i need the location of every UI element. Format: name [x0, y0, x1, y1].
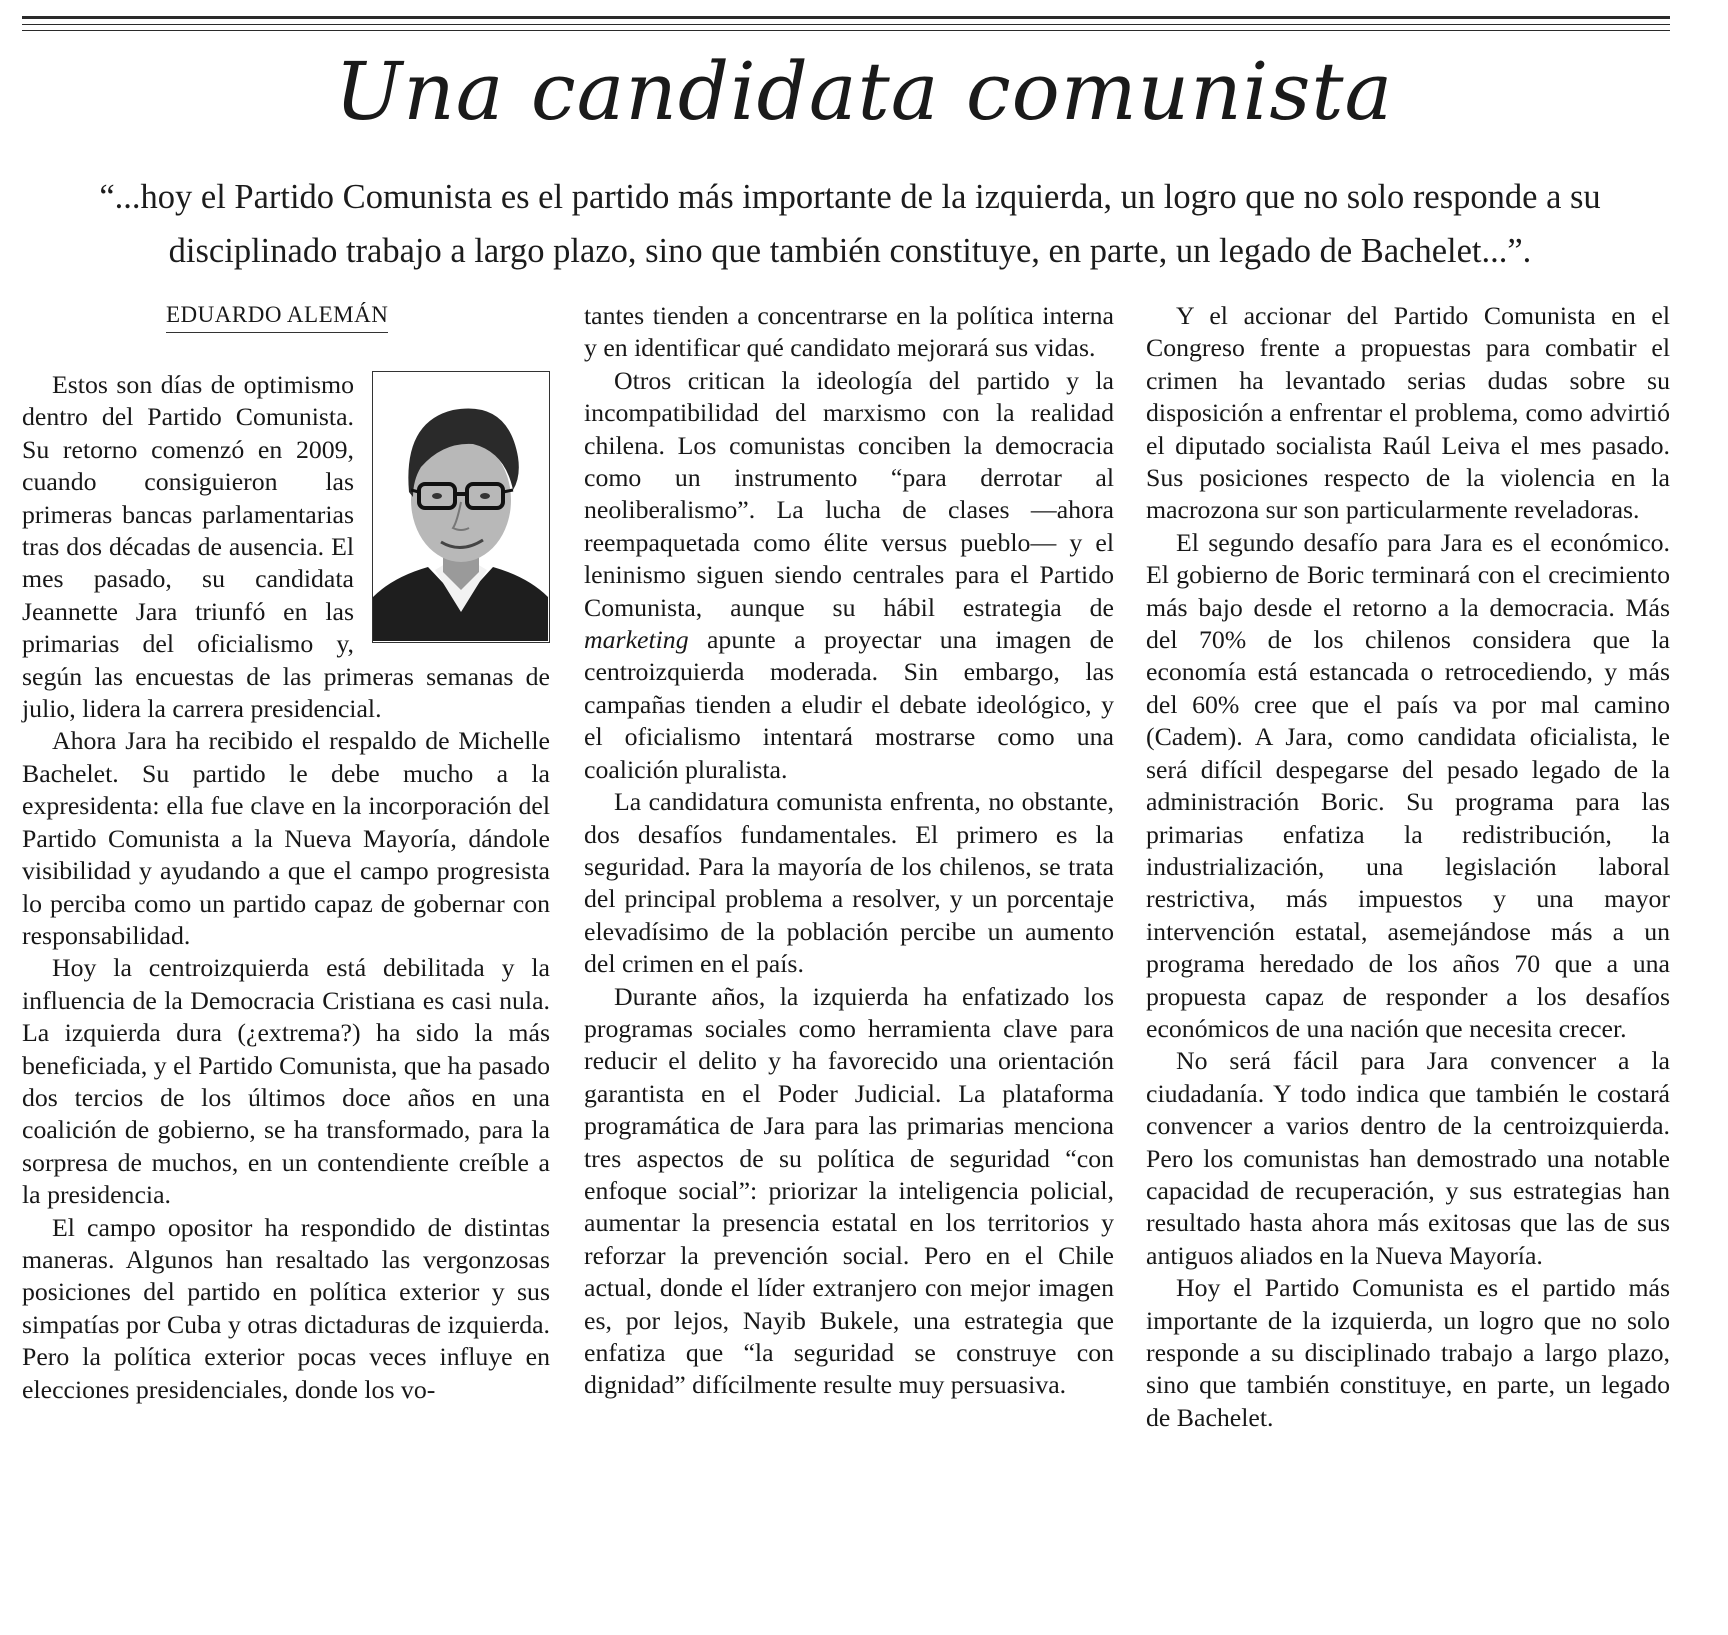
col1-paragraph-4: El campo opositor ha respondido de distintas maneras. Algunos han resaltado las vergonzosas posiciones del partido en política exterior y sus simpatías por Cuba y otras dictaduras de izquierda. Pero la política exterior pocas veces influye en elecciones presidenciales, donde los vo-: [22, 1212, 550, 1404]
col1-paragraph-2: Ahora Jara ha recibido el respaldo de Michelle Bachelet. Su partido le debe mucho a la expresidenta: ella fue clave en la incorporación del Partido Comunista a la Nueva Mayoría, dándole visibilidad y ayudando a que el campo progresista lo perciba como un partido capaz de gobernar con responsabilidad.: [22, 726, 550, 950]
author-portrait-icon: [373, 372, 548, 641]
italic-term: marketing: [584, 625, 689, 655]
author-photo: [372, 371, 550, 643]
column-3: [1146, 300, 1670, 1434]
col3-paragraph-1: Y el accionar del Partido Comunista en el Congreso frente a propuestas para combatir el crimen ha levantado serias dudas sobre su disposición a enfrentar el problema, como advirtió el diputado socialista Raúl Leiva el mes pasado. Sus posiciones respecto de la violencia en la macrozona sur son particularmente reveladoras.: [1146, 301, 1670, 525]
top-rule-thin-2: [22, 30, 1670, 31]
lead-quote: “...hoy el Partido Comunista es el partido más importante de la izquierda, un logro que no solo responde a su disciplinado trabajo a largo plazo, sino que también constituye, en parte, un legado de Bachelet...”.: [99, 178, 1601, 270]
col2-paragraph-4: Durante años, la izquierda ha enfatizado los programas sociales como herramienta clave para reducir el delito y ha favorecido una orientación garantista en el Poder Judicial. La plataforma programática de Jara para las primarias menciona tres aspectos de su política de seguridad “con enfoque social”: priorizar la inteligencia policial, aumentar la presencia estatal en los territorios y reforzar la prevención social. Pero en el Chile actual, donde el líder extranjero con mejor imagen es, por lejos, Nayib Bukele, una estrategia que enfatiza que “la seguridad se construye con dignidad” difícilmente resulte muy persuasiva.: [584, 981, 1114, 1400]
article-headline: Una candidata comunista: [334, 45, 1394, 138]
col3-paragraph-4: Hoy el Partido Comunista es el partido más importante de la izquierda, un logro que no solo responde a su disciplinado trabajo a largo plazo, sino que también constituye, en parte, un legado de Bachelet.: [1146, 1273, 1670, 1432]
top-rule-thin: [22, 24, 1670, 25]
col1-paragraph-1: Estos son días de optimismo dentro del Partido Comunista. Su retorno comenzó en 2009, cuando consiguieron las primeras bancas parlamentarias tras dos décadas de ausencia. El mes pasado, su candidata Jeannette Jara triunfó en las primarias del oficialismo y, según las encuestas de las primeras semanas de julio, lidera la carrera presidencial.: [22, 370, 550, 724]
col3-paragraph-2: El segundo desafío para Jara es el económico. El gobierno de Boric terminará con el crecimiento más bajo desde el retorno a la democracia. Más del 70% de los chilenos considera que la economía está estancada o retrocediendo, y más del 60% cree que el país va por mal camino (Cadem). A Jara, como candidata oficialista, le será difícil despegarse del pesado legado de la administración Boric. Su programa para las primarias enfatiza la redistribución, la industrialización, una legislación laboral restrictiva, más impuestos y una mayor intervención estatal, asemejándose más a un programa heredado de los años 70 que a una propuesta capaz de responder a los desafíos económicos de una nación que necesita crecer.: [1146, 527, 1670, 1043]
col3-paragraph-3: No será fácil para Jara convencer a la ciudadanía. Y todo indica que también le costará convencer a varios dentro de la centroizquierda. Pero los comunistas han demostrado una notable capacidad de recuperación, y sus estrategias han resultado hasta ahora más exitosas que las de sus antiguos aliados en la Nueva Mayoría.: [1146, 1046, 1670, 1270]
author-byline: EDUARDO ALEMÁN: [166, 300, 388, 333]
col2-paragraph-1: tantes tienden a concentrarse en la política interna y en identificar qué candidato mejorará sus vidas.: [584, 301, 1114, 363]
col2-paragraph-2: Otros critican la ideología del partido y la incompatibilidad del marxismo con la realidad chilena. Los comunistas conciben la democracia como un instrumento “para derrotar al neoliberalismo”. La lucha de clases —ahora reempaquetada como élite versus pueblo— y el leninismo siguen siendo centrales para el Partido Comunista, aunque su hábil estrategia de marketing apunte a proyectar una imagen de centroizquierda moderada. Sin embargo, las campañas tienden a eludir el debate ideológico, y el oficialismo intentará mostrarse como una coalición pluralista.: [584, 365, 1114, 784]
top-rule: [22, 16, 1670, 19]
column-2: [584, 300, 1114, 1402]
col2-paragraph-3: La candidatura comunista enfrenta, no obstante, dos desafíos fundamentales. El primero es la seguridad. Para la mayoría de los chilenos, se trata del principal problema a resolver, y un porcentaje elevadísimo de la población percibe un aumento del crimen en el país.: [584, 787, 1114, 979]
col1-paragraph-3: Hoy la centroizquierda está debilitada y la influencia de la Democracia Cristiana es casi nula. La izquierda dura (¿extrema?) ha sido la más beneficiada, y el Partido Comunista, que ha pasado dos tercios de los últimos doce años en una coalición de gobierno, se ha transformado, para la sorpresa de muchos, en un contendiente creíble a la presidencia.: [22, 953, 550, 1210]
column-1: [22, 298, 550, 1406]
